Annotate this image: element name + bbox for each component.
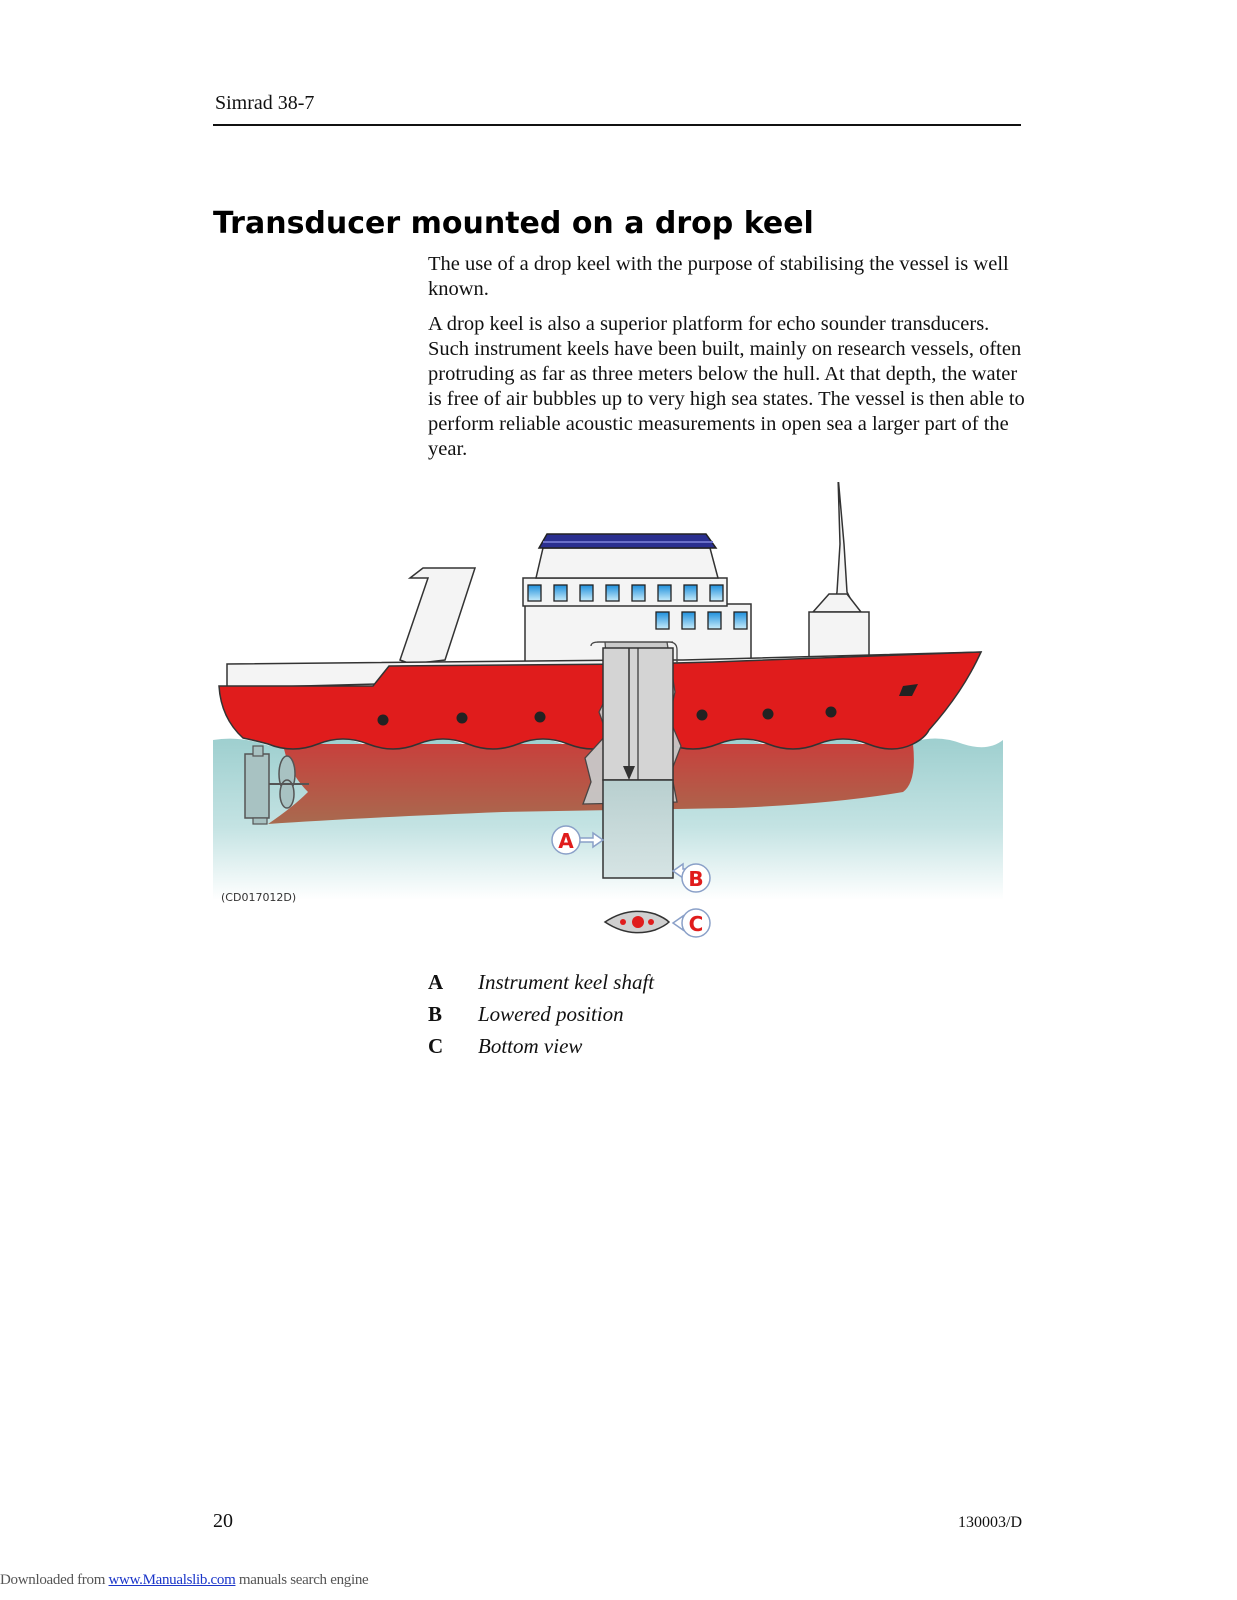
running-header: Simrad 38-7 — [215, 92, 315, 114]
figure-code: (CD017012D) — [221, 891, 297, 904]
porthole — [697, 710, 708, 721]
mast — [833, 482, 857, 612]
window — [656, 612, 669, 629]
porthole — [535, 712, 546, 723]
callout-c-label: C — [688, 912, 704, 936]
porthole — [378, 715, 389, 726]
window — [580, 585, 593, 601]
porthole — [763, 709, 774, 720]
wheelhouse — [536, 548, 718, 578]
porthole — [826, 707, 837, 718]
keel-lowered-position — [603, 780, 673, 878]
callout-a-label: A — [558, 829, 574, 853]
header-rule — [213, 124, 1021, 126]
window — [710, 585, 723, 601]
download-footer — [0, 1572, 368, 1589]
funnel — [400, 568, 475, 664]
legend-text: Lowered position — [478, 1002, 624, 1026]
download-suffix: manuals search engine — [235, 1572, 369, 1588]
legend-key: A — [428, 970, 444, 994]
window — [734, 612, 747, 629]
window — [632, 585, 645, 601]
page-number: 20 — [213, 1510, 233, 1532]
legend-text: Bottom view — [478, 1034, 583, 1058]
body-paragraph: The use of a drop keel with the purpose of stabilising the vessel is well known. — [428, 253, 1009, 300]
window — [708, 612, 721, 629]
window — [554, 585, 567, 601]
window — [684, 585, 697, 601]
callout-c — [673, 909, 710, 937]
legend-key: B — [428, 1002, 443, 1026]
window — [658, 585, 671, 601]
legend-key: C — [428, 1034, 444, 1058]
section-title: Transducer mounted on a drop keel — [213, 206, 814, 241]
window — [606, 585, 619, 601]
window — [682, 612, 695, 629]
body-paragraph: A drop keel is also a superior platform for echo sounder transducers. Such instrument keels have been built, mainly on research vessels, often protruding as far as three meters below the hull. At that depth, the water is free of air bubbles up to very high sea states. The vessel is then able to perform reliable acoustic measurements in open sea a larger part of the year. — [428, 313, 1025, 460]
download-prefix: Downloaded from — [0, 1572, 109, 1588]
callout-b-label: B — [688, 867, 704, 891]
manualslib-link[interactable]: www.Manualslib.com — [108, 1572, 236, 1588]
porthole — [457, 713, 468, 724]
legend-text: Instrument keel shaft — [478, 970, 655, 994]
drop-keel-ship-illustration — [213, 482, 1013, 972]
document-number: 130003/D — [958, 1514, 1022, 1531]
bottom-view-group — [605, 911, 669, 932]
window — [528, 585, 541, 601]
rudder — [245, 754, 269, 818]
